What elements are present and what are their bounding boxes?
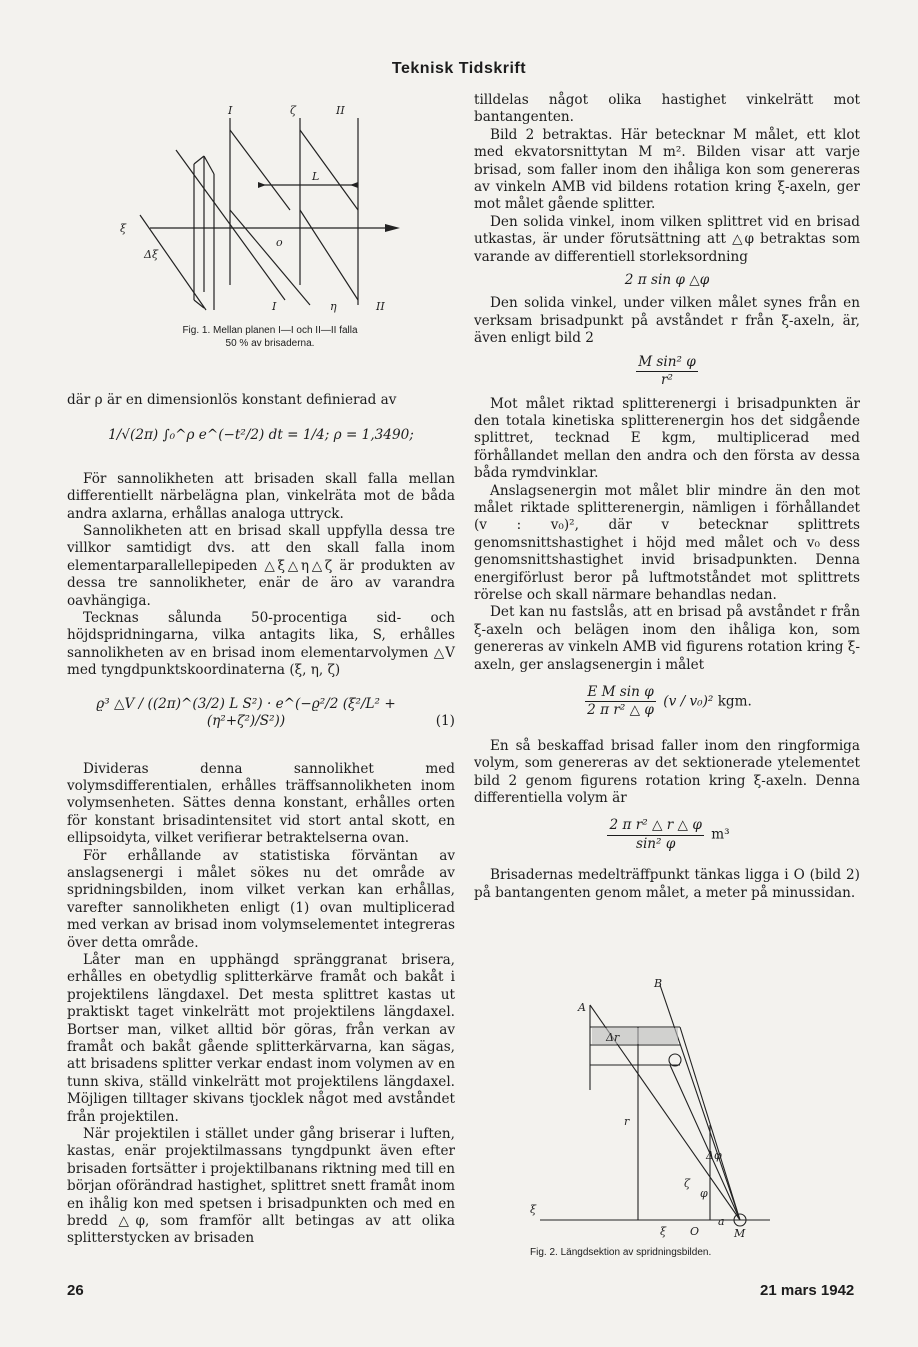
right-paragraph-9: Brisadernas medelträffpunkt tänkas ligga i O (bild 2) på bantangenten genom målet, a meter på minussidan. bbox=[474, 867, 860, 901]
right-equation-2-numerator: M sin² φ bbox=[636, 354, 698, 372]
right-equation-4-unit: m³ bbox=[711, 826, 730, 843]
issue-date: 21 mars 1942 bbox=[760, 1282, 855, 1299]
figure-2-caption: Fig. 2. Längdsektion av spridningsbilden. bbox=[530, 1247, 712, 1258]
figure-1-caption-line1: Fig. 1. Mellan planen I—I och II—II falla bbox=[182, 325, 358, 336]
figure-2-diagram bbox=[520, 975, 820, 1240]
left-paragraph-1: där ρ är en dimensionlös konstant definierad av bbox=[67, 392, 397, 408]
right-equation-1: 2 π sin φ △φ bbox=[624, 272, 710, 289]
right-equation-3 bbox=[474, 684, 860, 720]
right-paragraph-3: Den solida vinkel, inom vilken splittret vid en brisad utkastas, är under förutsättning att △φ betraktas som varande av differentiell storleksordning bbox=[474, 213, 860, 265]
left-equation-2-number: (1) bbox=[435, 713, 455, 730]
fig2-label-zeta: ζ bbox=[684, 1177, 690, 1190]
fig2-label-dr: Δr bbox=[606, 1031, 620, 1044]
figure-1-caption-line2: 50 % av brisaderna. bbox=[225, 338, 315, 349]
fig2-hatched-area bbox=[592, 1028, 678, 1044]
page-number: 26 bbox=[67, 1282, 84, 1299]
journal-header: Teknisk Tidskrift bbox=[391, 60, 527, 77]
fig2-label-xi-left: ξ bbox=[530, 1203, 537, 1216]
right-equation-3-unit: kgm. bbox=[717, 693, 752, 710]
left-paragraph-3: Sannolikheten att en brisad skall uppfylla dessa tre villkor samtidigt dvs. att den skall falla inom elementarparallellepipeden △ξ△η△ζ är produkten av dessa tre sannolikheter, enär de äro av varandra oavhängiga. bbox=[67, 523, 455, 609]
fig2-label-B: B bbox=[654, 977, 663, 990]
right-equation-4 bbox=[474, 817, 860, 853]
fig2-label-dphi: Δφ bbox=[706, 1149, 722, 1162]
left-equation-2 bbox=[67, 696, 455, 731]
figure-1-diagram bbox=[110, 100, 430, 320]
left-paragraph-5: Divideras denna sannolikhet med volymsdifferentialen, erhålles träffsannolikheten inom volymsenheten. Sättes denna konstant, erhålles orten för konstant brisadintensitet vid stort antal skott, en ellipsoidyta, vilket verifierar betraktelserna ovan. bbox=[67, 760, 455, 847]
left-paragraph-8: När projektilen i stället under gång briserar i luften, kastas, enär projektilmassans tyngdpunkt även efter brisaden fortsätter i projektilbanans riktning med till en början oförändrad hastighet, splittret snett framåt inom en ihålig kon med spetsen i brisadpunkten och med en bredd △φ, som framför allt betingas av att olika splitterstycken av brisaden bbox=[67, 1126, 455, 1247]
left-column bbox=[67, 392, 455, 1248]
fig1-label-O: o bbox=[276, 236, 283, 249]
fig1-label-dxi: Δξ bbox=[144, 248, 159, 261]
fig2-label-M: M bbox=[734, 1227, 746, 1240]
left-paragraph-7: Låter man en upphängd spränggranat brisera, erhålles en obetydlig splitterkärve framåt och bakåt i projektilens längdaxel. Det mesta splittret kastas ut praktiskt taget vinkelrätt mot projektilens längdaxel. Bortser man, vilket alltid bör göras, från verkan av framåt och bakåt gående splitterkärvarna, kan sägas, att brisadens splitter verkar endast inom volymen av en tunn skiva, ställd vinkelrätt mot projektilens längdaxel. Möjligen tilltager skivans tjocklek något med avståndet från projektilen. bbox=[67, 951, 455, 1125]
left-paragraph-6: För erhållande av statistiska förväntan av anslagsenergi i målet sökes nu det område av spridningsbilden, inom vilket verkan kan erhållas, varefter sannolikheten enligt (1) ovan multiplicerad med verkan av brisad inom volymselementet integreras över detta område. bbox=[67, 847, 455, 951]
figure-1-caption bbox=[120, 324, 420, 350]
left-equation-1: 1/√(2π) ∫₀^ρ e^(−t²/2) dt = 1/4; ρ = 1,3490; bbox=[108, 427, 414, 444]
right-paragraph-5: Mot målet riktad splitterenergi i brisadpunkten är den totala kinetiska splitterenergin hos det sidgående splittret, tecknad E kgm, multiplicerad med förhållandet mellan den andra och den första av dessa båda rymdvinklar. bbox=[474, 395, 860, 482]
fig2-label-xi-mid: ξ bbox=[660, 1225, 667, 1238]
fig1-label-L: L bbox=[312, 170, 320, 183]
fig1-label-I-top: I bbox=[228, 104, 233, 117]
fig1-label-II-top: II bbox=[336, 104, 345, 117]
fig2-label-A: A bbox=[578, 1001, 586, 1014]
right-equation-2-denominator: r² bbox=[661, 372, 673, 389]
fig2-label-O: O bbox=[690, 1225, 700, 1238]
fig2-label-phi: φ bbox=[700, 1187, 708, 1200]
fig1-label-zeta-top: ζ bbox=[290, 104, 296, 117]
fig2-label-a: a bbox=[718, 1215, 725, 1228]
left-paragraph-4: Tecknas sålunda 50-procentiga sid- och höjdspridningarna, vilka antagits lika, S, erhålles sannolikheten av en brisad inom elementarvolymen △V med tyngdpunktskoordinaterna (ξ, η, ζ) bbox=[67, 610, 455, 679]
right-equation-2 bbox=[474, 354, 860, 390]
right-equation-4-numerator: 2 π r² △ r △ φ bbox=[607, 817, 703, 835]
left-paragraph-2: För sannolikheten att brisaden skall falla mellan differentiellt närbelägna plan, vinkelräta mot de båda andra axlarna, erhållas analoga uttryck. bbox=[67, 470, 455, 522]
fig2-label-r: r bbox=[624, 1115, 630, 1128]
right-equation-3-denominator: 2 π r² △ φ bbox=[587, 702, 654, 719]
fig1-label-eta-bottom: η bbox=[330, 300, 337, 313]
fig1-label-I-bottom: I bbox=[272, 300, 277, 313]
right-paragraph-7: Det kan nu fastslås, att en brisad på avståndet r från ξ-axeln och belägen inom den ihåliga kon, som genereras av vinkeln AMB vid figurens rotation kring ξ-axeln, ger anslagsenergin i målet bbox=[474, 604, 860, 673]
right-paragraph-4: Den solida vinkel, under vilken målet synes från en verksam brisadpunkt på avståndet r från ξ-axeln, är, även enligt bild 2 bbox=[474, 295, 860, 347]
right-equation-3-ratio: (v / v₀)² bbox=[663, 693, 714, 710]
right-equation-4-denominator: sin² φ bbox=[635, 835, 676, 852]
fig1-label-II-bottom: II bbox=[376, 300, 385, 313]
left-equation-2-body: ϱ³ △V / ((2π)^(3/2) L S²) · e^(−ϱ²/2 (ξ²/L² + (η²+ζ²)/S²)) bbox=[96, 695, 396, 730]
right-paragraph-2: Bild 2 betraktas. Här betecknar M målet, ett klot med ekvatorsnittytan M m². Bilden visar att varje brisad, som faller inom den ihåliga kon som genereras av vinkeln AMB vid bildens rotation kring ξ-axeln, ger mot målet gående splitter. bbox=[474, 126, 860, 213]
fig1-label-xi: ξ bbox=[120, 222, 127, 235]
right-paragraph-8: En så beskaffad brisad faller inom den ringformiga volym, som genereras av det sektionerade ytelementet bild 2 genom figurens rotation kring ξ-axeln. Denna differentiella volym är bbox=[474, 737, 860, 807]
right-column bbox=[474, 92, 860, 902]
right-paragraph-1: tilldelas något olika hastighet vinkelrätt mot bantangenten. bbox=[474, 92, 860, 126]
right-paragraph-6: Anslagsenergin mot målet blir mindre än den mot målet riktade splitterenergin, nämligen i förhållandet (v : v₀)², där v betecknar splittrets genomsnittshastighet i höjd med målet och v₀ dess genomsnittshastighet invid brisadpunkten. Denna energiförlust beror på luftmotståndet mot splittrets rörelse och skall närmare behandlas nedan. bbox=[474, 482, 860, 603]
right-equation-3-numerator: E M sin φ bbox=[585, 684, 656, 702]
